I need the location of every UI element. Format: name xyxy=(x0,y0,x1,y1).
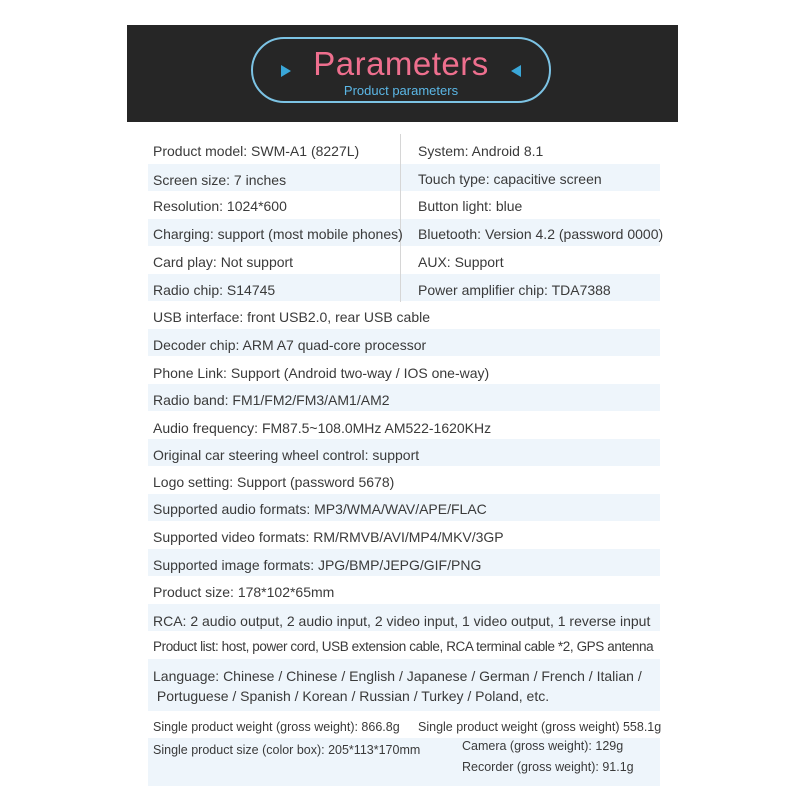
param-logo: Logo setting: Support (password 5678) xyxy=(153,474,395,490)
param-product-list: Product list: host, power cord, USB extension cable, RCA terminal cable *2, GPS antenna xyxy=(153,639,654,654)
param-camera: Camera (gross weight): 129g xyxy=(462,739,624,753)
param-weight-single: Single product weight (gross weight): 866.8g xyxy=(153,720,400,734)
param-audio-frequency: Audio frequency: FM87.5~108.0MHz AM522-1620KHz xyxy=(153,420,492,436)
param-decoder: Decoder chip: ARM A7 quad-core processor xyxy=(153,337,427,353)
param-audio-formats: Supported audio formats: MP3/WMA/WAV/APE/FLAC xyxy=(153,501,487,517)
param-bluetooth: Bluetooth: Version 4.2 (password 0000) xyxy=(418,226,664,242)
param-amp-chip: Power amplifier chip: TDA7388 xyxy=(418,282,611,298)
param-card-play: Card play: Not support xyxy=(153,254,294,270)
param-aux: AUX: Support xyxy=(418,254,504,270)
param-resolution: Resolution: 1024*600 xyxy=(153,198,287,214)
param-system: System: Android 8.1 xyxy=(418,143,544,159)
param-radio-band: Radio band: FM1/FM2/FM3/AM1/AM2 xyxy=(153,392,390,408)
param-screen: Screen size: 7 inches xyxy=(153,172,287,188)
param-radio-chip: Radio chip: S14745 xyxy=(153,282,276,298)
param-language-line2: Portuguese / Spanish / Korean / Russian / Turkey / Poland, etc. xyxy=(153,688,550,704)
param-size-box: Single product size (color box): 205*113*170mm xyxy=(153,743,421,757)
param-recorder: Recorder (gross weight): 91.1g xyxy=(462,760,634,774)
param-usb: USB interface: front USB2.0, rear USB cable xyxy=(153,309,431,325)
param-video-formats: Supported video formats: RM/RMVB/AVI/MP4/MKV/3GP xyxy=(153,529,504,545)
param-rca: RCA: 2 audio output, 2 audio input, 2 video input, 1 video output, 1 reverse input xyxy=(153,613,651,629)
param-charging: Charging: support (most mobile phones) xyxy=(153,226,403,242)
param-touch: Touch type: capacitive screen xyxy=(418,171,602,187)
param-product-size: Product size: 178*102*65mm xyxy=(153,584,335,600)
page-title: Parameters xyxy=(313,45,489,82)
param-button-light: Button light: blue xyxy=(418,198,523,214)
title-pill xyxy=(251,37,551,103)
param-weight-single-2: Single product weight (gross weight) 558.1g xyxy=(418,720,662,734)
param-phone-link: Phone Link: Support (Android two-way / IOS one-way) xyxy=(153,365,490,381)
page-subtitle: Product parameters xyxy=(343,83,459,98)
header-banner xyxy=(127,25,678,122)
column-divider xyxy=(400,134,401,302)
param-steering: Original car steering wheel control: support xyxy=(153,447,420,463)
param-language-line1: Language: Chinese / Chinese / English / Japanese / German / French / Italian / xyxy=(153,668,642,684)
param-image-formats: Supported image formats: JPG/BMP/JEPG/GIF/PNG xyxy=(153,557,482,573)
param-model: Product model: SWM-A1 (8227L) xyxy=(153,143,360,159)
